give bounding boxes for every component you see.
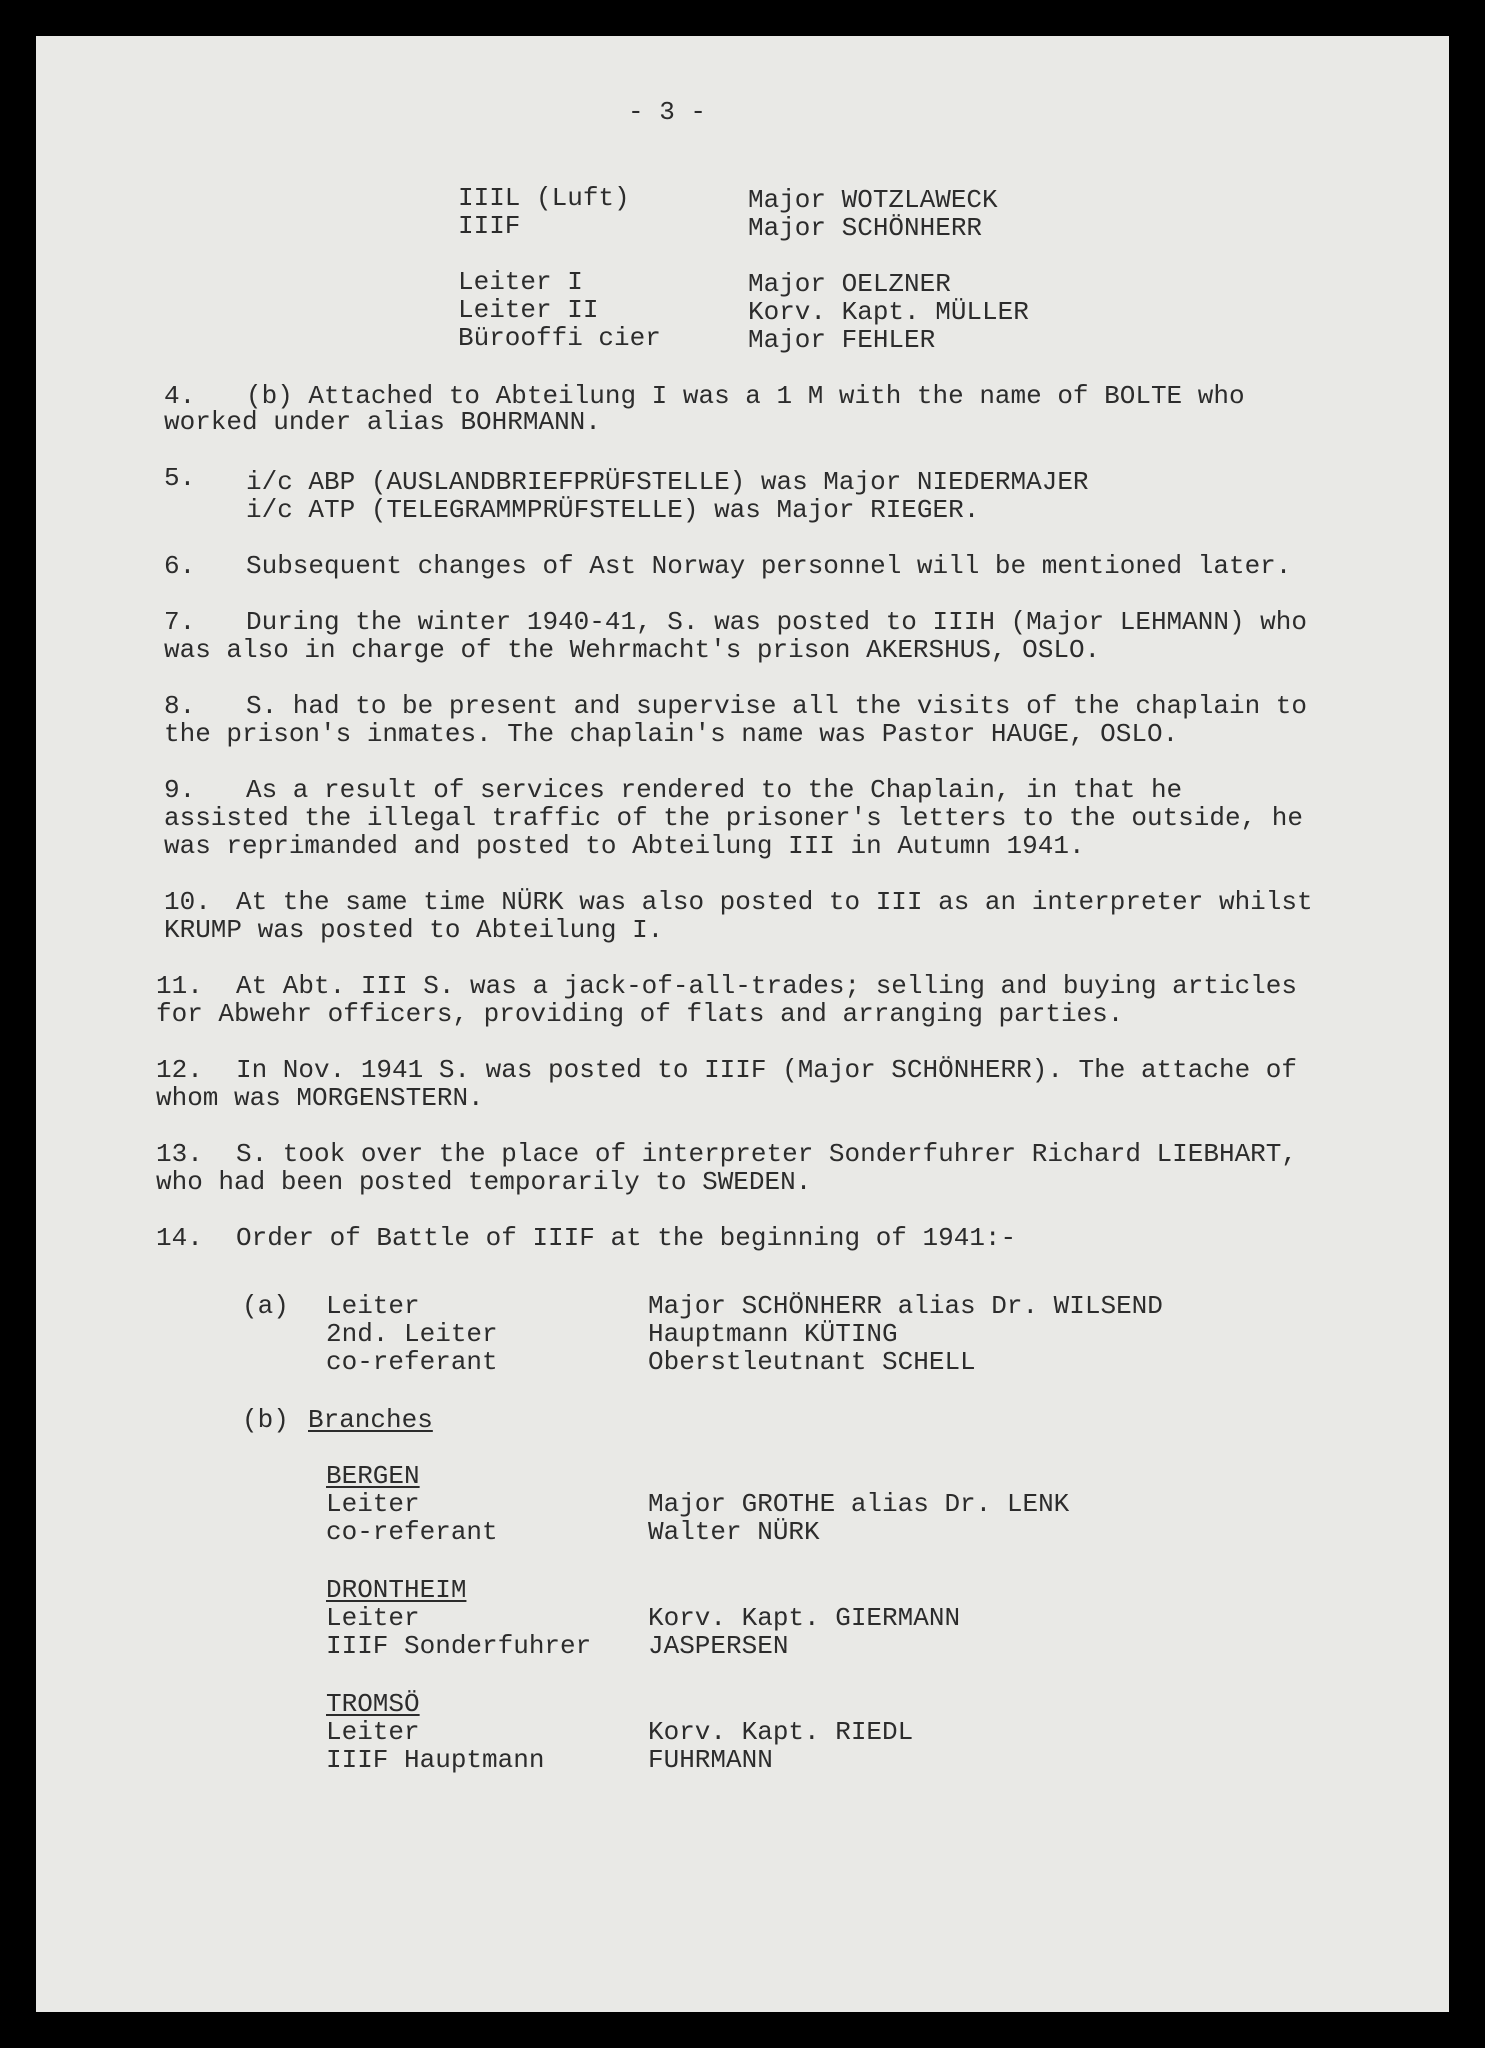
paragraph-number: 6. [164, 551, 196, 581]
paragraph-line: In Nov. 1941 S. was posted to IIIF (Major SCHÖNHERR). The attache of [236, 1055, 1297, 1085]
officer-unit: Leiter I [458, 267, 583, 297]
paragraph-number: 10. [164, 887, 211, 917]
paragraph-line: Subsequent changes of Ast Norway personnel will be mentioned later. [246, 551, 1292, 581]
officer-unit: Leiter II [458, 295, 599, 325]
paragraph-line: At Abt. III S. was a jack-of-all-trades; selling and buying articles [236, 971, 1297, 1001]
paragraph-line: i/c ABP (AUSLANDBRIEFPRÜFSTELLE) was Major NIEDERMAJER [246, 467, 1089, 497]
typed-page [36, 36, 1449, 2012]
paragraph-line: At the same time NÜRK was also posted to III as an interpreter whilst [236, 887, 1313, 917]
order-name: Major SCHÖNHERR alias Dr. WILSEND [648, 1291, 1163, 1321]
order-name: Oberstleutnant SCHELL [648, 1347, 976, 1377]
officer-unit: Bürooffi cier [458, 323, 661, 353]
paragraph-line: was also in charge of the Wehrmacht's prison AKERSHUS, OSLO. [164, 635, 1101, 665]
order-role: co-referant [326, 1347, 498, 1377]
branch-role: IIIF Sonderfuhrer [326, 1631, 592, 1661]
paragraph-line: was reprimanded and posted to Abteilung III in Autumn 1941. [164, 831, 1085, 861]
officer-name: Korv. Kapt. MÜLLER [748, 297, 1029, 327]
paragraph-line: i/c ATP (TELEGRAMMPRÜFSTELLE) was Major RIEGER. [246, 495, 980, 525]
paragraph-line: As a result of services rendered to the Chaplain, in that he [246, 775, 1183, 805]
order-role: Leiter [326, 1291, 420, 1321]
paragraph-line: who had been posted temporarily to SWEDEN. [156, 1167, 812, 1197]
paragraph-line: During the winter 1940-41, S. was posted to IIIH (Major LEHMANN) who [246, 607, 1307, 637]
officer-unit: IIIL (Luft) [458, 183, 630, 213]
branches-title: Branches [308, 1405, 433, 1435]
order-a-label: (a) [242, 1291, 289, 1321]
order-name: Hauptmann KÜTING [648, 1319, 898, 1349]
paragraph-number: 5. [164, 463, 196, 493]
paragraph-line: Order of Battle of IIIF at the beginning of 1941:- [236, 1223, 1017, 1253]
paragraph-number: 7. [164, 607, 196, 637]
order-b-label: (b) [242, 1405, 289, 1435]
paragraph-number: 11. [156, 971, 203, 1001]
paragraph-line: whom was MORGENSTERN. [156, 1083, 484, 1113]
officer-name: Major WOTZLAWECK [748, 185, 998, 215]
paragraph-number: 13. [156, 1139, 203, 1169]
branch-city: DRONTHEIM [326, 1575, 467, 1605]
branch-role: Leiter [326, 1603, 420, 1633]
paragraph-number: 12. [156, 1055, 203, 1085]
officer-name: Major OELZNER [748, 269, 951, 299]
branch-name: Korv. Kapt. RIEDL [648, 1717, 914, 1747]
officer-name: Major SCHÖNHERR [748, 213, 983, 243]
paragraph-line: the prison's inmates. The chaplain's name was Pastor HAUGE, OSLO. [164, 719, 1179, 749]
paragraph-line: S. had to be present and supervise all the visits of the chaplain to [246, 691, 1307, 721]
officer-unit: IIIF [458, 211, 521, 241]
branch-name: Major GROTHE alias Dr. LENK [648, 1489, 1070, 1519]
branch-name: Korv. Kapt. GIERMANN [648, 1603, 961, 1633]
branch-name: Walter NÜRK [648, 1517, 820, 1547]
paragraph-line: assisted the illegal traffic of the prisoner's letters to the outside, he [164, 803, 1303, 833]
branch-city: TROMSÖ [326, 1689, 420, 1719]
branch-role: co-referant [326, 1517, 498, 1547]
branch-name: FUHRMANN [648, 1745, 773, 1775]
paragraph-number: 4. [164, 381, 196, 411]
paragraph-line: S. took over the place of interpreter Sonderfuhrer Richard LIEBHART, [236, 1139, 1297, 1169]
paragraph-line: worked under alias BOHRMANN. [164, 407, 601, 437]
paragraph-line: (b) Attached to Abteilung I was a 1 M with the name of BOLTE who [246, 381, 1245, 411]
paragraph-line: KRUMP was posted to Abteilung I. [164, 915, 664, 945]
order-role: 2nd. Leiter [326, 1319, 498, 1349]
branch-city: BERGEN [326, 1461, 420, 1491]
page-number: - 3 - [628, 97, 707, 127]
paragraph-line: for Abwehr officers, providing of flats and arranging parties. [156, 999, 1124, 1029]
paragraph-number: 14. [156, 1223, 203, 1253]
branch-name: JASPERSEN [648, 1631, 789, 1661]
branch-role: Leiter [326, 1717, 420, 1747]
branch-role: IIIF Hauptmann [326, 1745, 545, 1775]
paragraph-number: 8. [164, 691, 196, 721]
officer-name: Major FEHLER [748, 325, 936, 355]
branch-role: Leiter [326, 1489, 420, 1519]
paragraph-number: 9. [164, 775, 196, 805]
